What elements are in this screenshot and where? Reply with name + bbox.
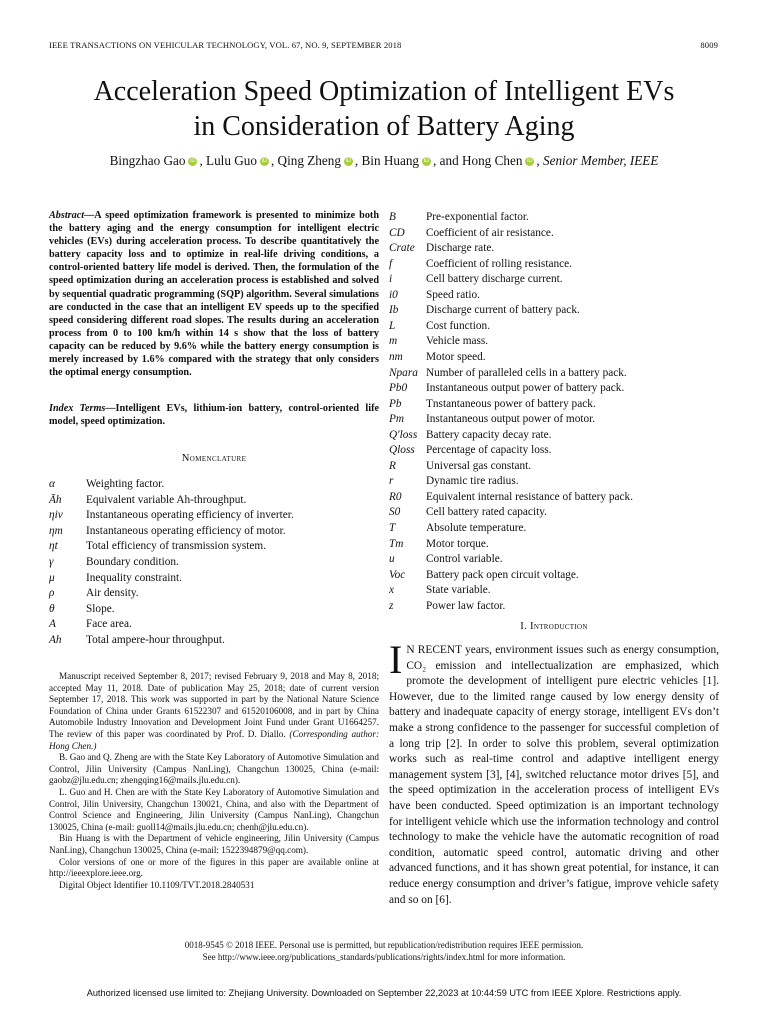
nomenclature-symbol: Q′loss: [389, 428, 418, 441]
nomenclature-symbol: Pb: [389, 397, 402, 410]
nomenclature-symbol: γ: [49, 556, 54, 568]
nomenclature-symbol: Āh: [49, 493, 62, 506]
copyright-line-2: See http://www.ieee.org/publications_standards/publications/rights/index.html for more information.: [202, 952, 566, 962]
authorized-use-banner: Authorized licensed use limited to: Zhejiang University. Downloaded on September 22,2023 at 10:44:59 UTC from IEEE Xplore. Restrictions apply.: [86, 988, 682, 998]
author-membership: Senior Member, IEEE: [543, 153, 659, 168]
nomenclature-symbol: z: [389, 599, 394, 612]
nomenclature-description: Coefficient of air resistance.: [426, 226, 554, 239]
nomenclature-description: Battery capacity decay rate.: [426, 428, 552, 441]
nomenclature-description: Speed ratio.: [426, 288, 480, 301]
footnote-color: Color versions of one or more of the figures in this paper are available online at http://ieeexplore.ieee.org.: [49, 856, 379, 879]
index-terms-text: Intelligent EVs, lithium-ion battery, control-oriented life model, speed optimization.: [49, 403, 379, 428]
nomenclature-description: Motor speed.: [426, 350, 486, 363]
orcid-icon[interactable]: iD: [527, 158, 533, 164]
introduction-body: [389, 637, 719, 908]
nomenclature-description: Pre-exponential factor.: [426, 211, 529, 223]
orcid-icon[interactable]: iD: [190, 158, 196, 164]
nomenclature-symbol: Qloss: [389, 444, 415, 457]
nomenclature-description: Coefficient of rolling resistance.: [426, 257, 572, 270]
footnote-doi: Digital Object Identifier 10.1109/TVT.2018.2840531: [59, 879, 255, 890]
nomenclature-description: Power law factor.: [426, 599, 506, 612]
nomenclature-description: Instantaneous operating efficiency of inverter.: [86, 509, 294, 522]
nomenclature-description: Battery pack open circuit voltage.: [426, 568, 579, 581]
nomenclature-symbol: Voc: [389, 568, 406, 581]
nomenclature-symbol: r: [389, 475, 394, 488]
nomenclature-symbol: f: [389, 257, 393, 270]
nomenclature-description: Boundary condition.: [86, 556, 179, 568]
nomenclature-description: Weighting factor.: [86, 478, 165, 490]
nomenclature-description: State variable.: [426, 584, 491, 597]
nomenclature-symbol: Tm: [389, 537, 404, 550]
nomenclature-symbol: A: [49, 618, 56, 631]
nomenclature-description: Tnstantaneous power of battery pack.: [426, 397, 596, 410]
orcid-icon[interactable]: iD: [423, 158, 430, 164]
footnote-affiliation-2: L. Guo and H. Chen are with the State Key Laboratory of Automotive Simulation and Control, Jilin University, Changchun 130021, China, and also with the Department of Control Science and Engineering, Jilin University (Campus NanLing), Changchun 130025, China (e-mail: guoll14@mails.jlu.edu.cn; chenh@jlu.edu.cn).: [49, 786, 379, 832]
nomenclature-description: Air density.: [86, 587, 139, 600]
nomenclature-symbol: m: [389, 335, 398, 348]
nomenclature-description: Motor torque.: [426, 537, 489, 550]
nomenclature-heading: Nomenclature: [181, 453, 247, 464]
nomenclature-description: Total efficiency of transmission system.: [86, 540, 267, 553]
nomenclature-description: Cell battery rated capacity.: [426, 506, 547, 519]
footnote-manuscript: Manuscript received September 8, 2017; revised February 9, 2018 and May 8, 2018; accepted May 11, 2018. Date of publication May 25, 2018; date of current version September 17, 2018. This work was supported in part by the National Nature Science Foundation of China under Grants 61522307 and 61520106008, and in part by China Automobile Industry Innovation and Development Joint Fund under Grant U1664257. The review of this paper was coordinated by Prof. D. Diallo. (Corresponding author: Hong Chen.): [49, 671, 380, 751]
abstract: [49, 209, 379, 379]
nomenclature-symbol: ρ: [49, 587, 55, 600]
nomenclature-symbol: ηt: [49, 540, 58, 553]
footnote-affiliation-3: Bin Huang is with the Department of vehicle engineering, Jilin University (Campus NanLing), Changchun 130025, China (e-mail: 1522394879@qq.com).: [49, 833, 379, 855]
copyright-notice: [30, 939, 738, 963]
author-list: Bingzhao Gao iD , Lulu Guo iD , Qing Zheng iD , Bin Huang iD , and Hong Chen iD , Senior Member, IEEE: [109, 153, 659, 168]
nomenclature-symbol: Crate: [389, 242, 415, 255]
author-2[interactable]: Lulu Guo iD: [206, 153, 268, 168]
nomenclature-description: Equivalent internal resistance of battery pack.: [426, 490, 634, 503]
title-line-2: in Consideration of Battery Aging: [193, 111, 575, 142]
nomenclature-symbol: ηiv: [49, 509, 63, 522]
nomenclature-symbol: ηm: [49, 524, 63, 537]
copyright-line-1: 0018-9545 © 2018 IEEE. Personal use is permitted, but republication/redistribution requires IEEE permission.: [184, 940, 584, 950]
index-terms-label: Index Terms—: [49, 403, 116, 414]
nomenclature-list-right: [389, 210, 719, 610]
running-head: [49, 40, 718, 54]
nomenclature-symbol: u: [389, 553, 395, 566]
nomenclature-description: Total ampere-hour throughput.: [86, 634, 225, 646]
author-5[interactable]: Hong Chen iD: [461, 153, 533, 168]
nomenclature-symbol: CD: [389, 226, 405, 239]
abstract-text: A speed optimization framework is presented to minimize both the battery aging and the energy consumption for intelligent electric vehicles (EVs) during acceleration process. To describe quantitatively the battery capacity loss and to optimize in real-life driving conditions, a control-oriented battery life model is derived. Then, the formulation of the speed optimization during an acceleration process is established and solved by sequential quadratic programming (SQP) algorithm. Several simulations are conducted in the case that an intelligent EV speeds up to the specified speed considering different road slopes. The results during an acceleration process from 0 to 100 km/h within 14 s show that the loss of battery capacity can be reduced by 9.6% while the battery energy consumption is merely increased by 1.6% compared with the strategy that only considers the optimal energy consumption.: [49, 210, 379, 379]
nomenclature-description: Control variable.: [426, 553, 503, 566]
title-line-1: Acceleration Speed Optimization of Intelligent EVs: [93, 76, 675, 107]
nomenclature-symbol: R0: [389, 490, 402, 503]
page-number: 8009: [700, 40, 718, 50]
orcid-icon[interactable]: iD: [345, 158, 352, 164]
nomenclature-symbol: Ib: [389, 304, 399, 317]
index-terms: [49, 402, 379, 428]
nomenclature-description: Face area.: [86, 618, 132, 631]
nomenclature-symbol: μ: [49, 571, 55, 584]
nomenclature-symbol: α: [49, 478, 55, 490]
author-1[interactable]: Bingzhao Gao iD: [109, 153, 196, 168]
nomenclature-description: Inequality constraint.: [86, 571, 182, 584]
nomenclature-description: Cell battery discharge current.: [426, 273, 563, 286]
author-4[interactable]: Bin Huang iD: [361, 153, 430, 168]
nomenclature-symbol: R: [389, 459, 396, 472]
nomenclature-description: Discharge rate.: [426, 242, 495, 255]
nomenclature-symbol: Ah: [49, 634, 62, 646]
introduction-heading: I. Introduction: [520, 621, 588, 632]
nomenclature-description: Cost function.: [426, 319, 491, 332]
nomenclature-list-left: [49, 477, 379, 647]
footnotes: [49, 671, 379, 891]
nomenclature-symbol: Pb0: [389, 382, 408, 395]
nomenclature-description: Discharge current of battery pack.: [426, 304, 580, 317]
nomenclature-description: Absolute temperature.: [426, 522, 527, 534]
introduction-text: N RECENT years, environment issues such as energy consumption, CO₂ emission and intellectualization are emphasized, which promote the development of intelligent pure electric vehicles [1]. However, due to the limited range caused by low energy density of battery and inadequate capacity of energy storage, intelligent EVs don’t make a strong confidence to the passenger for successful completion of a long trip [2]. In order to solve this problem, several optimization works such as real-time control and adaptive intelligent energy management system [3], [4], switched reluctance motor drives [5], and the speed optimization in the acceleration process of intelligent EVs have been conducted. Speed optimization is an important technology for intelligent vehicle which use the information technology and control technology to make the vehicle have the automatic recognition of road condition, automatic speed control, automatic driving and other advanced functions, and it has shown great potential, for instance, it can reduce energy consumption and driver’s fatigue, improve vehicle safety and so on [6].: [389, 644, 719, 906]
nomenclature-symbol: x: [389, 584, 395, 597]
nomenclature-description: Vehicle mass.: [426, 335, 489, 348]
author-3[interactable]: Qing Zheng iD: [277, 153, 352, 168]
nomenclature-description: Equivalent variable Ah-throughput.: [86, 493, 247, 506]
abstract-label: Abstract—: [49, 210, 95, 221]
journal-name: IEEE TRANSACTIONS ON VEHICULAR TECHNOLOGY, VOL. 67, NO. 9, SEPTEMBER 2018: [49, 40, 402, 50]
nomenclature-description: Dynamic tire radius.: [426, 475, 519, 488]
nomenclature-symbol: Npara: [389, 366, 418, 379]
footnote-affiliation-1: B. Gao and Q. Zheng are with the State Key Laboratory of Automotive Simulation and Control, Jilin University (Campus NanLing), Changchun 130025, China (e-mail: gaobz@jlu.edu.cn; zhengqing16@mails.jlu.edu.cn).: [49, 752, 379, 786]
nomenclature-symbol: T: [389, 522, 396, 534]
nomenclature-description: Slope.: [86, 602, 115, 615]
nomenclature-symbol: θ: [49, 602, 55, 615]
nomenclature-description: Instantaneous output power of battery pack.: [426, 382, 625, 395]
nomenclature-description: Universal gas constant.: [426, 459, 532, 472]
nomenclature-symbol: nm: [389, 350, 403, 363]
nomenclature-description: Instantaneous operating efficiency of motor.: [86, 524, 286, 537]
nomenclature-symbol: Pm: [389, 413, 405, 426]
nomenclature-symbol: L: [389, 319, 396, 332]
nomenclature-symbol: i: [389, 273, 393, 286]
nomenclature-description: Number of paralleled cells in a battery pack.: [426, 366, 627, 379]
orcid-icon[interactable]: iD: [261, 158, 268, 164]
nomenclature-symbol: B: [389, 211, 396, 223]
nomenclature-symbol: i0: [389, 288, 398, 301]
dropcap: I: [389, 637, 403, 682]
paper-title: [30, 74, 738, 144]
nomenclature-description: Percentage of capacity loss.: [426, 444, 552, 457]
nomenclature-symbol: S0: [389, 506, 401, 519]
nomenclature-description: Instantaneous output power of motor.: [426, 413, 596, 426]
